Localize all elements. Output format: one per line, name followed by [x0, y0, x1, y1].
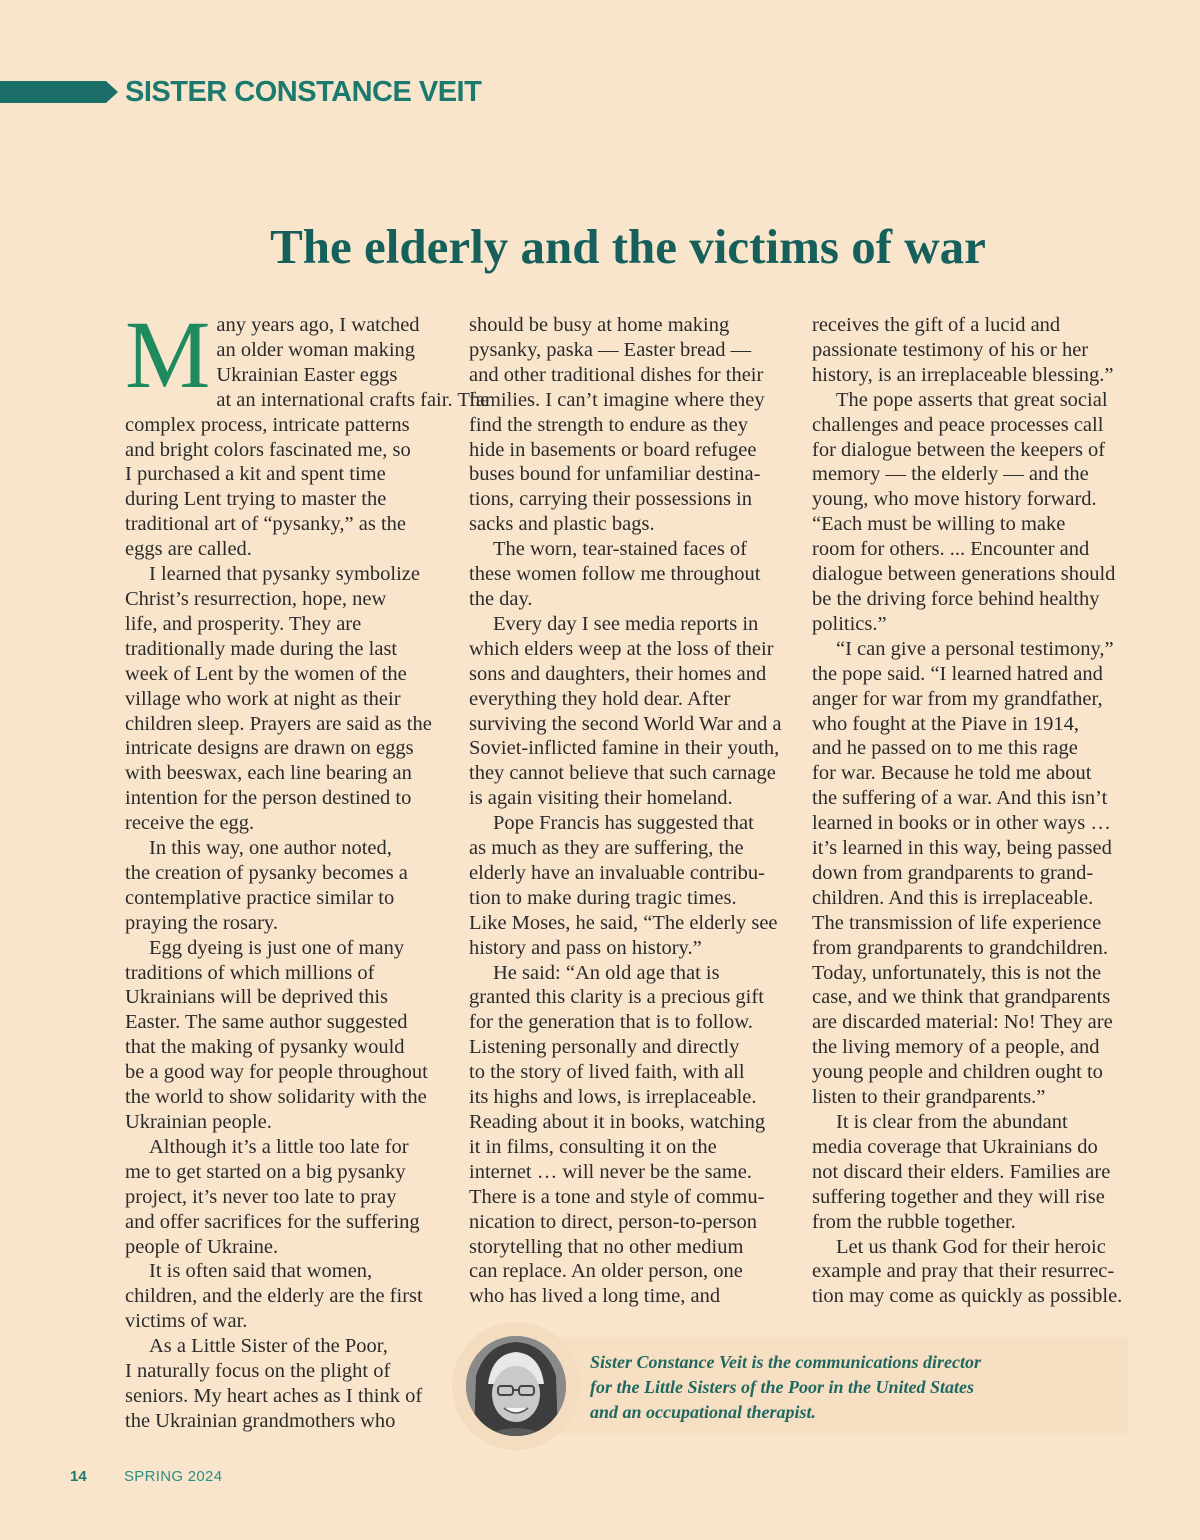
- text-line: as much as they are suffering, the: [469, 837, 744, 860]
- text-line: they cannot believe that such carnage: [469, 762, 776, 785]
- text-line: Reading about it in books, watching: [469, 1111, 766, 1133]
- text-line: young people and children ought to: [812, 1061, 1103, 1084]
- text-line: example and pray that their resurrec-: [812, 1260, 1115, 1283]
- text-line: Every day I see media reports in: [493, 612, 759, 635]
- text-line: who has lived a long time, and: [469, 1285, 721, 1308]
- text-line: The worn, tear-stained faces of: [493, 538, 748, 561]
- text-line: Soviet-inflicted famine in their youth,: [469, 737, 780, 760]
- text-line: storytelling that no other medium: [469, 1235, 744, 1258]
- text-line: should be busy at home making: [469, 314, 730, 336]
- text-line: There is a tone and style of commu-: [469, 1185, 765, 1208]
- text-line: As a Little Sister of the Poor,: [149, 1335, 388, 1358]
- text-line: surviving the second World War and a: [469, 712, 782, 735]
- text-line: an older woman making: [216, 338, 416, 361]
- text-line: week of Lent by the women of the: [125, 662, 407, 685]
- text-line: The pope asserts that great social: [836, 388, 1108, 411]
- text-line: tions, carrying their possessions in: [469, 488, 752, 511]
- text-line: are discarded material: No! They are: [812, 1011, 1113, 1034]
- text-line: elderly have an invaluable contribu-: [469, 861, 765, 884]
- text-line: any years ago, I watched: [216, 314, 420, 336]
- text-line: children, and the elderly are the first: [125, 1285, 423, 1308]
- drop-cap: M: [125, 301, 211, 408]
- text-line: be a good way for people throughout: [125, 1061, 428, 1084]
- text-line: receive the egg.: [125, 812, 255, 835]
- article-column-1: [125, 301, 490, 1434]
- text-line: Ukrainians will be deprived this: [125, 986, 389, 1009]
- text-line: find the strength to endure as they: [469, 413, 748, 436]
- text-line: the world to show solidarity with the: [125, 1086, 427, 1109]
- text-line: the creation of pysanky becomes a: [125, 861, 408, 884]
- text-line: I learned that pysanky symbolize: [149, 563, 420, 586]
- text-line: during Lent trying to master the: [125, 488, 387, 511]
- text-line: the Ukrainian grandmothers who: [125, 1409, 396, 1432]
- bio-line: for the Little Sisters of the Poor in the United States: [590, 1377, 975, 1397]
- text-line: Christ’s resurrection, hope, new: [125, 587, 387, 610]
- text-line: me to get started on a big pysanky: [125, 1160, 406, 1183]
- text-line: Ukrainian Easter eggs: [216, 363, 398, 386]
- text-line: anger for war from my grandfather,: [812, 687, 1103, 710]
- text-line: Egg dyeing is just one of many: [149, 936, 405, 959]
- author-portrait-icon: [466, 1336, 566, 1436]
- text-line: which elders weep at the loss of their: [469, 637, 774, 660]
- text-line: from the rubble together.: [812, 1210, 1016, 1233]
- text-line: buses bound for unfamiliar destina-: [469, 463, 761, 486]
- text-line: for the generation that is to follow.: [469, 1011, 753, 1034]
- text-line: politics.”: [812, 612, 887, 635]
- text-line: listen to their grandparents.”: [812, 1086, 1046, 1109]
- issue-label: SPRING 2024: [124, 1468, 223, 1485]
- text-line: the pope said. “I learned hatred and: [812, 662, 1103, 685]
- text-line: who fought at the Piave in 1914,: [812, 712, 1080, 735]
- text-line: case, and we think that grandparents: [812, 986, 1111, 1009]
- text-line: down from grandparents to grand-: [812, 861, 1094, 884]
- text-line: “I can give a personal testimony,”: [836, 637, 1114, 660]
- text-line: hide in basements or board refugee: [469, 438, 757, 461]
- text-line: The transmission of life experience: [812, 911, 1102, 934]
- text-line: complex process, intricate patterns: [125, 413, 410, 436]
- text-line: tion to make during tragic times.: [469, 886, 737, 909]
- text-line: and bright colors fascinated me, so: [125, 438, 411, 461]
- text-line: suffering together and they will rise: [812, 1185, 1105, 1208]
- bio-line: and an occupational therapist.: [590, 1402, 817, 1422]
- text-line: Let us thank God for their heroic: [836, 1235, 1106, 1258]
- text-line: memory — the elderly — and the: [812, 463, 1089, 486]
- text-line: nication to direct, person-to-person: [469, 1210, 758, 1233]
- text-line: for war. Because he told me about: [812, 762, 1092, 785]
- article-column-3: [812, 313, 1132, 1309]
- text-line: media coverage that Ukrainians do: [812, 1135, 1098, 1158]
- text-line: the suffering of a war. And this isn’t: [812, 787, 1108, 810]
- text-line: receives the gift of a lucid and: [812, 314, 1061, 336]
- text-line: contemplative practice similar to: [125, 886, 395, 909]
- text-line: and he passed on to me this rage: [812, 737, 1078, 760]
- text-line: not discard their elders. Families are: [812, 1160, 1111, 1183]
- text-line: passionate testimony of his or her: [812, 338, 1089, 361]
- text-line: victims of war.: [125, 1310, 248, 1333]
- text-line: tion may come as quickly as possible.: [812, 1285, 1123, 1308]
- text-line: praying the rosary.: [125, 911, 278, 934]
- text-line: village who work at night as their: [125, 687, 401, 710]
- text-line: is again visiting their homeland.: [469, 787, 733, 810]
- text-line: I purchased a kit and spent time: [125, 463, 386, 486]
- text-line: families. I can’t imagine where they: [469, 388, 765, 411]
- text-line: children. And this is irreplaceable.: [812, 886, 1094, 909]
- text-line: at an international crafts fair. The: [216, 388, 490, 411]
- text-line: room for others. ... Encounter and: [812, 538, 1090, 561]
- text-line: be the driving force behind healthy: [812, 587, 1100, 610]
- text-line: “Each must be willing to make: [812, 513, 1066, 536]
- page-number: 14: [70, 1468, 87, 1485]
- text-line: In this way, one author noted,: [149, 837, 392, 860]
- text-line: It is clear from the abundant: [836, 1111, 1068, 1133]
- text-line: its highs and lows, is irreplaceable.: [469, 1086, 757, 1109]
- text-line: to the story of lived faith, with all: [469, 1061, 745, 1084]
- article-title: The elderly and the victims of war: [270, 219, 986, 274]
- article-column-2: [469, 313, 789, 1309]
- text-line: these women follow me throughout: [469, 563, 761, 586]
- author-heading: SISTER CONSTANCE VEIT: [125, 76, 482, 108]
- text-line: for dialogue between the keepers of: [812, 438, 1106, 461]
- text-line: granted this clarity is a precious gift: [469, 986, 764, 1009]
- text-line: Pope Francis has suggested that: [493, 812, 754, 835]
- text-line: the day.: [469, 587, 533, 610]
- text-line: children sleep. Prayers are said as the: [125, 712, 432, 735]
- text-line: sons and daughters, their homes and: [469, 662, 767, 685]
- text-line: He said: “An old age that is: [493, 961, 720, 984]
- text-line: Like Moses, he said, “The elderly see: [469, 911, 778, 934]
- text-line: learned in books or in other ways …: [812, 812, 1111, 835]
- text-line: sacks and plastic bags.: [469, 513, 655, 536]
- text-line: I naturally focus on the plight of: [125, 1360, 391, 1383]
- text-line: traditional art of “pysanky,” as the: [125, 513, 407, 536]
- text-line: It is often said that women,: [149, 1260, 373, 1283]
- text-line: it’s learned in this way, being passed: [812, 837, 1112, 860]
- text-line: project, it’s never too late to pray: [125, 1185, 397, 1208]
- text-line: with beeswax, each line bearing an: [125, 762, 412, 785]
- text-line: eggs are called.: [125, 538, 252, 561]
- author-bio: [590, 1350, 1110, 1425]
- text-line: Although it’s a little too late for: [149, 1135, 409, 1158]
- text-line: from grandparents to grandchildren.: [812, 936, 1109, 959]
- text-line: the living memory of a people, and: [812, 1036, 1100, 1059]
- text-line: history, is an irreplaceable blessing.”: [812, 363, 1114, 386]
- text-line: seniors. My heart aches as I think of: [125, 1384, 423, 1407]
- text-line: traditions of which millions of: [125, 961, 375, 984]
- text-line: dialogue between generations should: [812, 563, 1116, 586]
- text-line: Today, unfortunately, this is not the: [812, 961, 1102, 984]
- text-line: intention for the person destined to: [125, 787, 412, 810]
- text-line: people of Ukraine.: [125, 1235, 279, 1258]
- text-line: that the making of pysanky would: [125, 1036, 405, 1059]
- text-line: young, who move history forward.: [812, 488, 1097, 511]
- text-line: Easter. The same author suggested: [125, 1011, 408, 1034]
- text-line: history and pass on history.”: [469, 936, 702, 959]
- text-line: can replace. An older person, one: [469, 1260, 743, 1283]
- text-line: and other traditional dishes for their: [469, 363, 764, 386]
- text-line: Ukrainian people.: [125, 1111, 272, 1133]
- header-banner-icon: [0, 81, 118, 103]
- bio-line: Sister Constance Veit is the communications director: [590, 1352, 982, 1372]
- text-line: internet … will never be the same.: [469, 1160, 752, 1183]
- text-line: pysanky, paska — Easter bread —: [469, 338, 752, 361]
- text-line: it in films, consulting it on the: [469, 1135, 717, 1158]
- text-line: intricate designs are drawn on eggs: [125, 737, 414, 760]
- text-line: and offer sacrifices for the suffering: [125, 1210, 420, 1233]
- text-line: Listening personally and directly: [469, 1036, 740, 1059]
- text-line: traditionally made during the last: [125, 637, 398, 660]
- text-line: challenges and peace processes call: [812, 413, 1104, 436]
- text-line: everything they hold dear. After: [469, 687, 731, 710]
- text-line: life, and prosperity. They are: [125, 612, 362, 635]
